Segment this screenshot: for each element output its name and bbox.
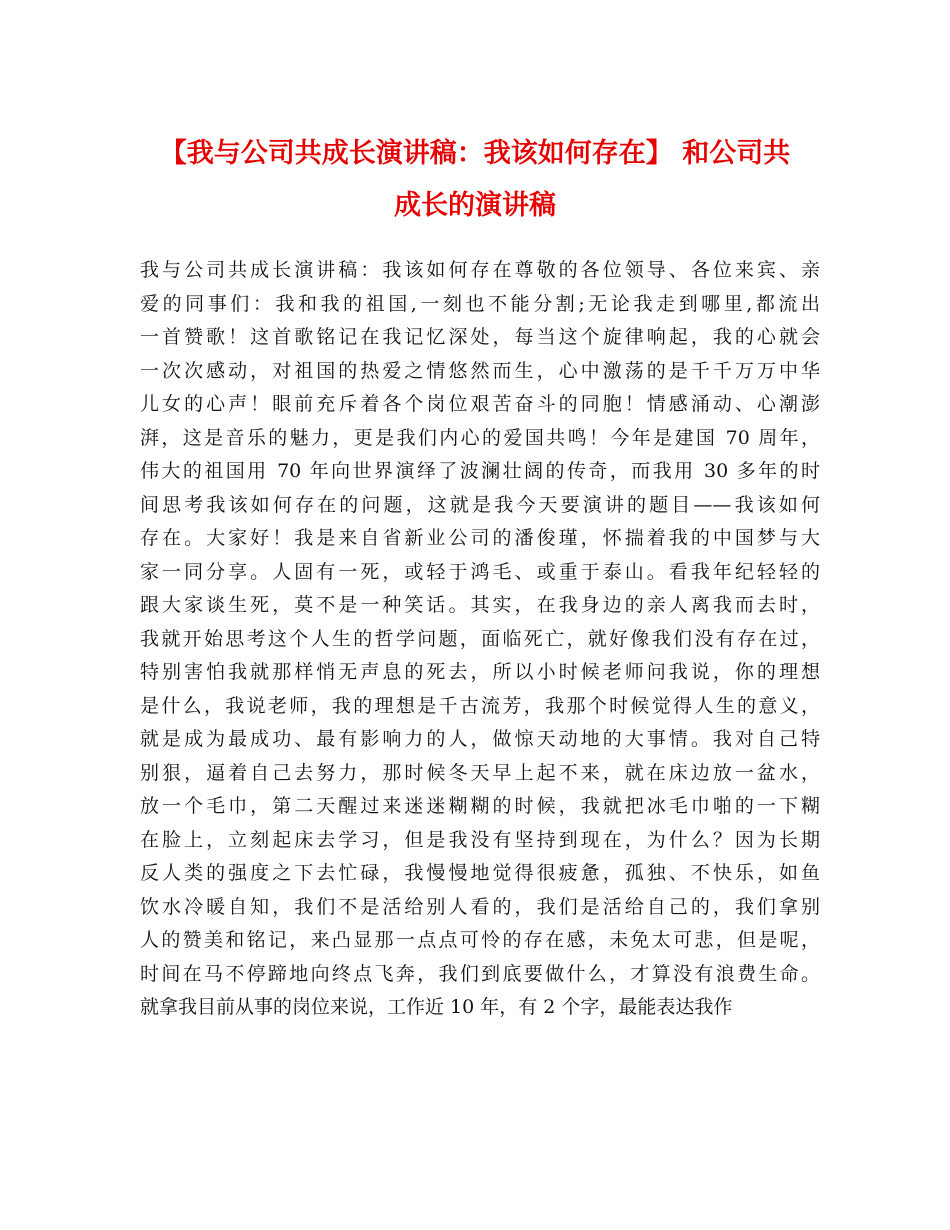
body-line: 就是成为最成功、最有影响力的人，做惊天动地的大事情。我对自己特 — [140, 728, 820, 750]
title-line-1: 【我与公司共成长演讲稿：我该如何存在】 和公司共 — [159, 138, 791, 169]
body-line: 存在。大家好！我是来自省新业公司的潘俊瑾，怀揣着我的中国梦与大 — [140, 527, 820, 549]
body-line: 特别害怕我就那样悄无声息的死去，所以小时候老师问我说，你的理想 — [140, 661, 820, 683]
document-title — [120, 128, 830, 232]
body-line: 一次次感动，对祖国的热爱之情悠然而生，心中激荡的是千千万万中华 — [140, 359, 820, 382]
body-line: 时间在马不停蹄地向终点飞奔，我们到底要做什么，才算没有浪费生命。 — [140, 962, 820, 985]
body-line: 反人类的强度之下去忙碌，我慢慢地觉得很疲惫，孤独、不快乐，如鱼 — [140, 862, 820, 884]
body-line: 是什么，我说老师，我的理想是千古流芳，我那个时候觉得人生的意义， — [140, 694, 820, 717]
title-line-2: 成长的演讲稿 — [394, 190, 556, 221]
document-body — [140, 254, 820, 1025]
body-line: 就拿我目前从事的岗位来说，工作近 10 年，有 2 个字，最能表达我作 — [140, 996, 733, 1018]
body-line: 在脸上，立刻起床去学习，但是我没有坚持到现在，为什么？因为长期 — [140, 828, 820, 851]
body-line: 跟大家谈生死，莫不是一种笑话。其实，在我身边的亲人离我而去时， — [140, 594, 820, 616]
body-line: 湃，这是音乐的魅力，更是我们内心的爱国共鸣！今年是建国 70 周年， — [140, 426, 820, 449]
body-line: 别狠，逼着自己去努力，那时候冬天早上起不来，就在床边放一盆水， — [140, 761, 820, 784]
body-line: 我与公司共成长演讲稿：我该如何存在尊敬的各位领导、各位来宾、亲 — [140, 259, 820, 281]
body-line: 放一个毛巾，第二天醒过来迷迷糊糊的时候，我就把冰毛巾啪的一下糊 — [140, 795, 820, 817]
body-line: 饮水冷暖自知，我们不是活给别人看的，我们是活给自己的，我们拿别 — [140, 895, 820, 918]
body-line: 儿女的心声！眼前充斥着各个岗位艰苦奋斗的同胞！情感涌动、心潮澎 — [140, 393, 820, 415]
body-line: 人的赞美和铭记，来凸显那一点点可怜的存在感，未免太可悲，但是呢， — [140, 929, 820, 951]
body-line: 家一同分享。人固有一死，或轻于鸿毛、或重于泰山。看我年纪轻轻的 — [140, 560, 820, 583]
body-line: 爱的同事们：我和我的祖国,一刻也不能分割;无论我走到哪里,都流出 — [140, 292, 820, 315]
body-line: 间思考我该如何存在的问题，这就是我今天要演讲的题目——我该如何 — [140, 493, 820, 516]
body-line: 我就开始思考这个人生的哲学问题，面临死亡，就好像我们没有存在过， — [140, 627, 820, 650]
body-line: 一首赞歌！这首歌铭记在我记忆深处，每当这个旋律响起，我的心就会 — [140, 326, 820, 348]
body-line: 伟大的祖国用 70 年向世界演绎了波澜壮阔的传奇，而我用 30 多年的时 — [140, 460, 820, 482]
